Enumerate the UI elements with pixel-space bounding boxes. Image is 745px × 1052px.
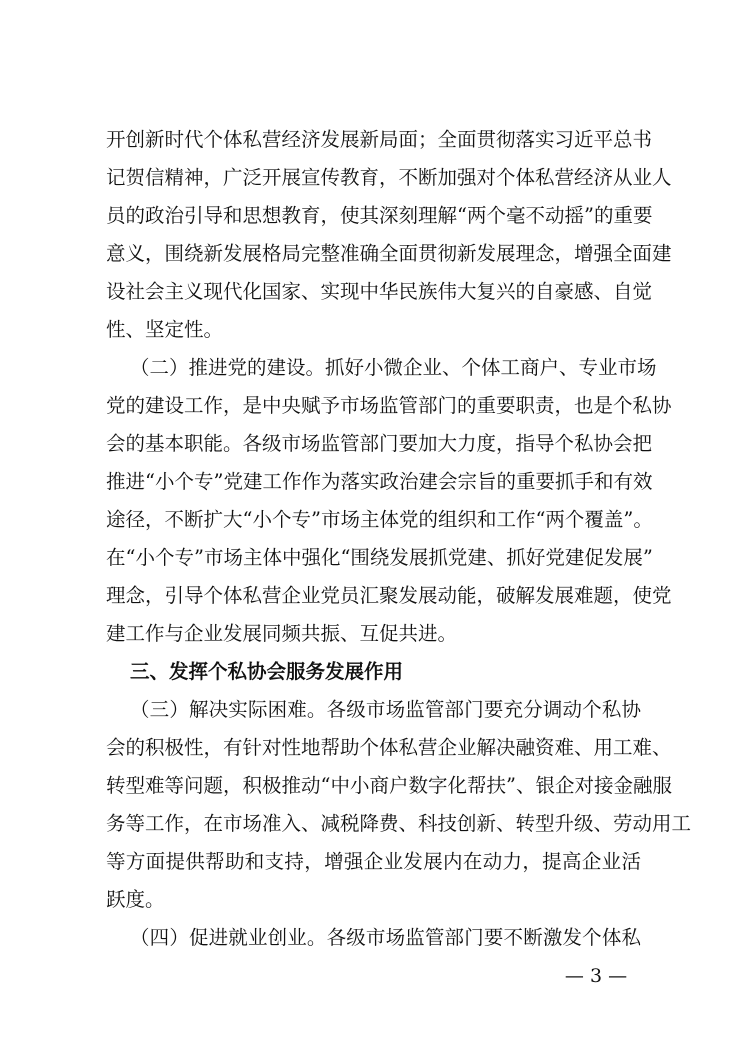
body-line: 记贺信精神，广泛开展宣传教育，不断加强对个体私营经济从业人 (106, 166, 672, 189)
body-line: 建工作与企业发展同频共振、互促共进。 (106, 622, 458, 645)
body-line: 性、坚定性。 (106, 318, 224, 341)
body-line: 党的建设工作，是中央赋予市场监管部门的重要职责，也是个私协 (106, 394, 672, 417)
body-line: 员的政治引导和思想教育，使其深刻理解“两个毫不动摇”的重要 (106, 204, 653, 227)
body-line: 意义，围绕新发展格局完整准确全面贯彻新发展理念，增强全面建 (106, 242, 672, 265)
body-line: 务等工作，在市场准入、减税降费、科技创新、转型升级、劳动用工 (106, 812, 692, 835)
section-heading: 三、发挥个私协会服务发展作用 (130, 660, 404, 683)
body-line: 开创新时代个体私营经济发展新局面；全面贯彻落实习近平总书 (106, 128, 653, 151)
subheading-paragraph-start: （四）促进就业创业。各级市场监管部门要不断激发个体私 (130, 926, 641, 949)
body-line: 推进“小个专”党建工作作为落实政治建会宗旨的重要抓手和有效 (106, 470, 653, 493)
body-line: 会的积极性，有针对性地帮助个体私营企业解决融资难、用工难、 (106, 736, 672, 759)
body-line: 跃度。 (106, 888, 165, 911)
subheading-paragraph-start: （二）推进党的建设。抓好小微企业、个体工商户、专业市场 (130, 356, 657, 379)
subheading-paragraph-start: （三）解决实际困难。各级市场监管部门要充分调动个私协 (130, 698, 641, 721)
body-line: 等方面提供帮助和支持，增强企业发展内在动力，提高企业活 (106, 850, 641, 873)
body-line: 设社会主义现代化国家、实现中华民族伟大复兴的自豪感、自觉 (106, 280, 653, 303)
body-line: 途径，不断扩大“小个专”市场主体党的组织和工作“两个覆盖”。 (106, 508, 653, 531)
page-number: — 3 — (564, 965, 628, 987)
body-line: 理念，引导个体私营企业党员汇聚发展动能，破解发展难题，使党 (106, 584, 672, 607)
body-line: 在“小个专”市场主体中强化“围绕发展抓党建、抓好党建促发展” (106, 546, 653, 569)
body-line: 会的基本职能。各级市场监管部门要加大力度，指导个私协会把 (106, 432, 653, 455)
body-line: 转型难等问题，积极推动“中小商户数字化帮扶”、银企对接金融服 (106, 774, 672, 797)
